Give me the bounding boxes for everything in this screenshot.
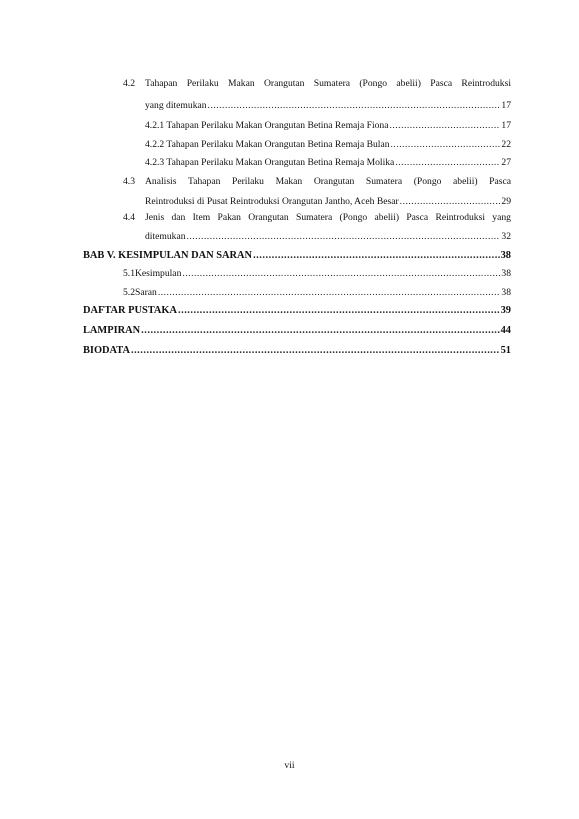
toc-title-word: Makan [228, 78, 255, 89]
toc-entry-title: 4.2.2 Tahapan Perilaku Makan Orangutan Betina Remaja Bulan [145, 139, 390, 150]
toc-title-word: abelii) [453, 176, 478, 187]
toc-title-word: Pasca [406, 212, 429, 223]
toc-page-number: 38 [501, 268, 511, 279]
toc-entry-number: 4.4 [123, 212, 135, 223]
toc-page-number: 51 [500, 345, 511, 356]
toc-title-word: Tahapan [145, 78, 178, 89]
toc-title-word: (Pongo [339, 212, 368, 223]
toc-entry-4-4-line2 [145, 231, 511, 243]
toc-entry-4-2-line2 [145, 100, 511, 112]
toc-title-word: Jenis [145, 212, 165, 223]
toc-entry-title: 4.2.1 Tahapan Perilaku Makan Orangutan Betina Remaja Fiona [145, 120, 389, 131]
toc-title-word: Makan [275, 176, 303, 187]
toc-chapter-title: LAMPIRAN [83, 325, 141, 336]
toc-title-word: Tahapan [188, 176, 221, 187]
toc-entry-4-2-3 [145, 157, 511, 169]
toc-title-word: Sumatera [313, 78, 351, 89]
page-number-footer: vii [284, 760, 295, 771]
toc-entry-number: 4.2 [123, 78, 135, 89]
toc-title-word: dan [171, 212, 186, 223]
toc-title-word: Perilaku [232, 176, 264, 187]
toc-page-number: 39 [500, 305, 511, 316]
toc-leader-dots [182, 268, 500, 280]
toc-title-word: Orangutan [313, 176, 355, 187]
toc-title-word: yang [492, 212, 511, 223]
toc-chapter-title: BAB V. KESIMPULAN DAN SARAN [83, 250, 253, 261]
toc-title-word: Analisis [145, 176, 177, 187]
toc-entry-5-1 [123, 268, 511, 280]
toc-entry-title-justified [145, 212, 511, 224]
toc-leader-dots [400, 196, 501, 208]
toc-entry-number: 4.3 [123, 176, 135, 187]
toc-page-number: 17 [501, 120, 511, 131]
toc-leader-dots [389, 120, 500, 132]
toc-leader-dots [158, 287, 501, 299]
toc-page-number: 27 [501, 157, 511, 168]
toc-entry-number: 5.2 [123, 287, 135, 298]
toc-chapter-biodata [83, 345, 511, 357]
toc-page-number: 29 [501, 196, 511, 207]
toc-leader-dots [187, 231, 501, 243]
toc-leader-dots [253, 250, 500, 262]
toc-entry-4-3-line2 [145, 196, 511, 208]
toc-page-number: 32 [501, 231, 511, 242]
toc-title-word: (Pongo [359, 78, 388, 89]
toc-leader-dots [131, 345, 500, 357]
toc-page-number: 22 [501, 139, 511, 150]
toc-title-word: Pasca [430, 78, 453, 89]
toc-entry-title: ditemukan [145, 231, 186, 242]
toc-leader-dots [208, 100, 501, 112]
toc-page-number: 38 [501, 287, 511, 298]
toc-title-word: Pasca [489, 176, 511, 187]
toc-title-word: Reintroduksi [461, 78, 511, 89]
toc-entry-title: Saran [135, 287, 157, 298]
toc-title-word: Perilaku [186, 78, 219, 89]
toc-chapter-bab-v [83, 250, 511, 262]
toc-chapter-title: DAFTAR PUSTAKA [83, 305, 177, 316]
toc-leader-dots [391, 139, 501, 151]
toc-chapter-daftar-pustaka [83, 305, 511, 317]
toc-page-number: 38 [500, 250, 511, 261]
toc-leader-dots [178, 305, 500, 317]
toc-leader-dots [395, 157, 500, 169]
toc-entry-4-2-line1 [123, 78, 511, 90]
toc-title-word: Orangutan [248, 212, 289, 223]
toc-leader-dots [141, 325, 499, 337]
toc-entry-title: Kesimpulan [135, 268, 182, 279]
toc-entry-title-justified [145, 78, 511, 90]
toc-entry-title: yang ditemukan [145, 100, 207, 111]
toc-entry-5-2 [123, 287, 511, 299]
toc-entry-number: 5.1 [123, 268, 135, 279]
toc-entry-4-3-line1 [123, 176, 511, 188]
toc-title-word: Sumatera [296, 212, 333, 223]
toc-entry-title: Reintroduksi di Pusat Reintroduksi Orangutan Jantho, Aceh Besar [145, 196, 399, 207]
toc-title-word: abelii) [396, 78, 421, 89]
toc-entry-title-justified [145, 176, 511, 188]
toc-entry-4-2-2 [145, 139, 511, 151]
toc-title-word: (Pongo [413, 176, 442, 187]
toc-title-word: abelii) [374, 212, 400, 223]
toc-entry-title: 4.2.3 Tahapan Perilaku Makan Orangutan Betina Remaja Molika [145, 157, 395, 168]
toc-title-word: Orangutan [263, 78, 305, 89]
toc-chapter-title: BIODATA [83, 345, 130, 356]
toc-title-word: Reintroduksi [435, 212, 486, 223]
toc-chapter-lampiran [83, 325, 511, 337]
toc-page-number: 17 [501, 100, 511, 111]
toc-title-word: Pakan [217, 212, 241, 223]
toc-title-word: Item [192, 212, 211, 223]
toc-entry-4-2-1 [145, 120, 511, 132]
toc-entry-4-4-line1 [123, 212, 511, 224]
toc-title-word: Sumatera [365, 176, 403, 187]
toc-page-number: 44 [500, 325, 511, 336]
